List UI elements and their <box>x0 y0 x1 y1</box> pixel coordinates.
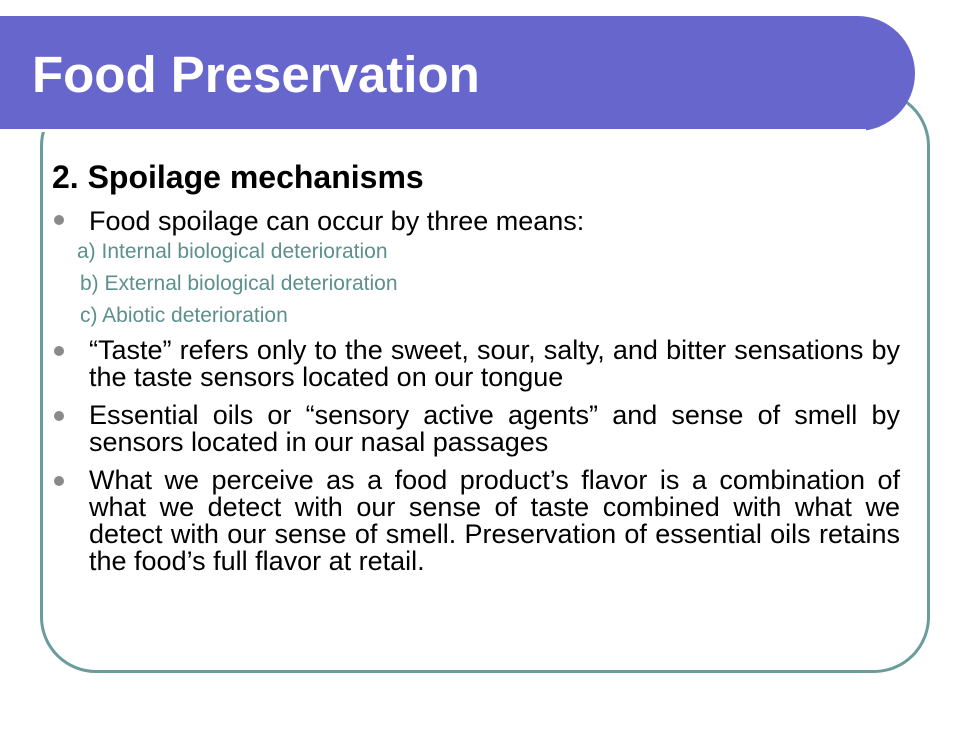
bullet-text: Essential oils or “sensory active agents” and sense of smell by sensors located in our nasal passages <box>89 400 900 457</box>
slide-title: Food Preservation <box>32 46 480 103</box>
bullet-item <box>52 467 900 575</box>
section-heading: 2. Spoilage mechanisms <box>52 159 424 195</box>
slide-content <box>52 158 900 575</box>
bullet-dot-icon <box>54 476 64 486</box>
bullet-item <box>52 206 900 236</box>
bullet-dot-icon <box>54 346 64 356</box>
bullet-item <box>52 337 900 391</box>
title-underline <box>0 129 866 132</box>
bullet-dot-icon <box>54 411 64 421</box>
bullet-text: What we perceive as a food product’s flavor is a combination of what we detect with our sense of taste combined with what we detect with our sense of smell. Preservation of essential oils retains the food’s full flavor at retail. <box>89 465 900 576</box>
bullet-text: Food spoilage can occur by three means: <box>89 206 585 236</box>
bullet-dot-icon <box>54 215 64 225</box>
bullet-item <box>52 402 900 456</box>
sub-item: c) Abiotic deterioration <box>80 304 288 327</box>
sub-item-list <box>52 236 900 332</box>
bullet-text: “Taste” refers only to the sweet, sour, salty, and bitter sensations by the taste sensors located on our tongue <box>89 335 900 392</box>
sub-item: a) Internal biological deterioration <box>77 240 388 263</box>
sub-item: b) External biological deterioration <box>80 272 398 295</box>
